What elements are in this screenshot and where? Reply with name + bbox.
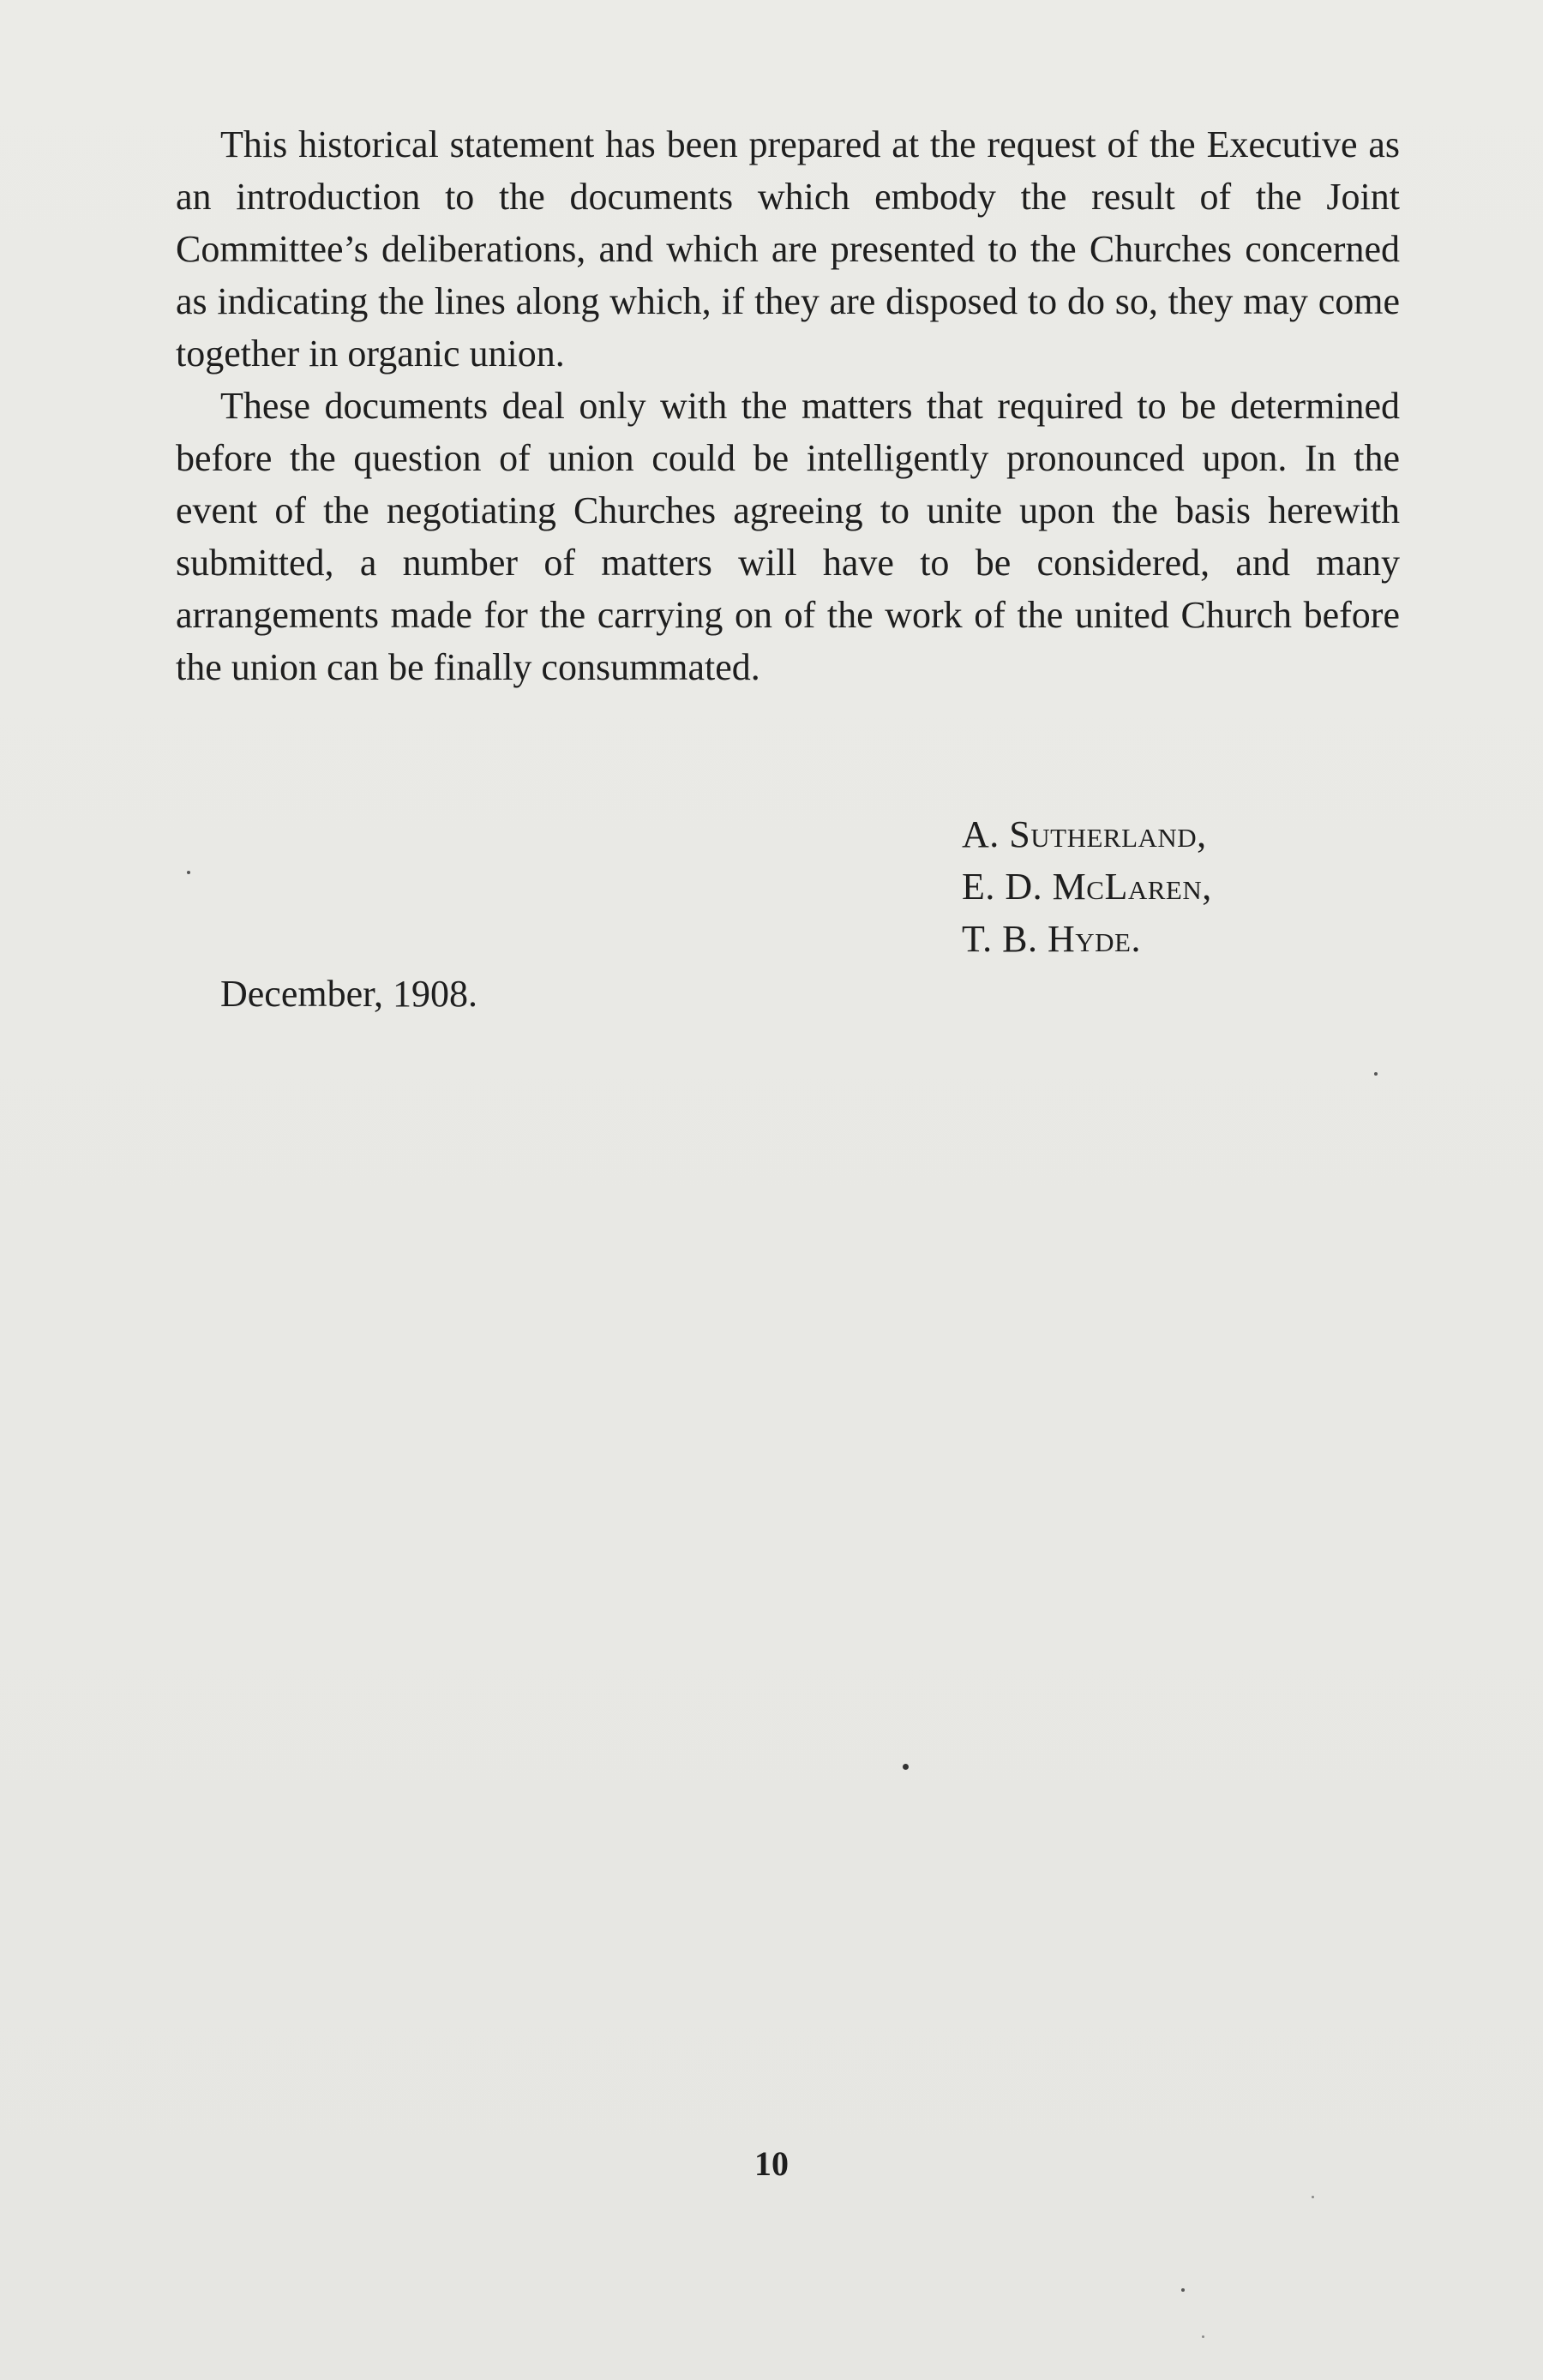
signature-sutherland: A. Sutherland, <box>962 813 1207 855</box>
paper-speck <box>1374 1072 1378 1076</box>
paper-speck <box>1181 2288 1185 2292</box>
paper-speck <box>1312 2196 1314 2198</box>
paper-speck <box>187 871 190 874</box>
signature-block <box>962 808 1212 965</box>
paper-speck <box>903 1764 909 1770</box>
paragraph-1: This historical statement has been prepared at the request of the Executive as an introduction to the documents which embody the result of the Joint Committee’s deliberations, and which are presented to the Churches concerned as indicating the lines along which, if they are disposed to do so, they may come together in organic union. <box>176 123 1400 375</box>
signature-mclaren: E. D. McLaren, <box>962 866 1212 908</box>
paper-speck <box>1202 2335 1204 2338</box>
body-text <box>176 118 1400 693</box>
date-line: December, 1908. <box>220 973 478 1015</box>
signature-hyde: T. B. Hyde. <box>962 918 1141 960</box>
paragraph-2: These documents deal only with the matters that required to be determined before the question of union could be intelligently pronounced upon. In the event of the negotiating Churches agreeing to unite upon the basis herewith submitted, a number of matters will have to be considered, and many arrangements made for the carrying on of the work of the united Church before the union can be finally consummated. <box>176 385 1400 688</box>
page-number: 10 <box>754 2144 789 2183</box>
